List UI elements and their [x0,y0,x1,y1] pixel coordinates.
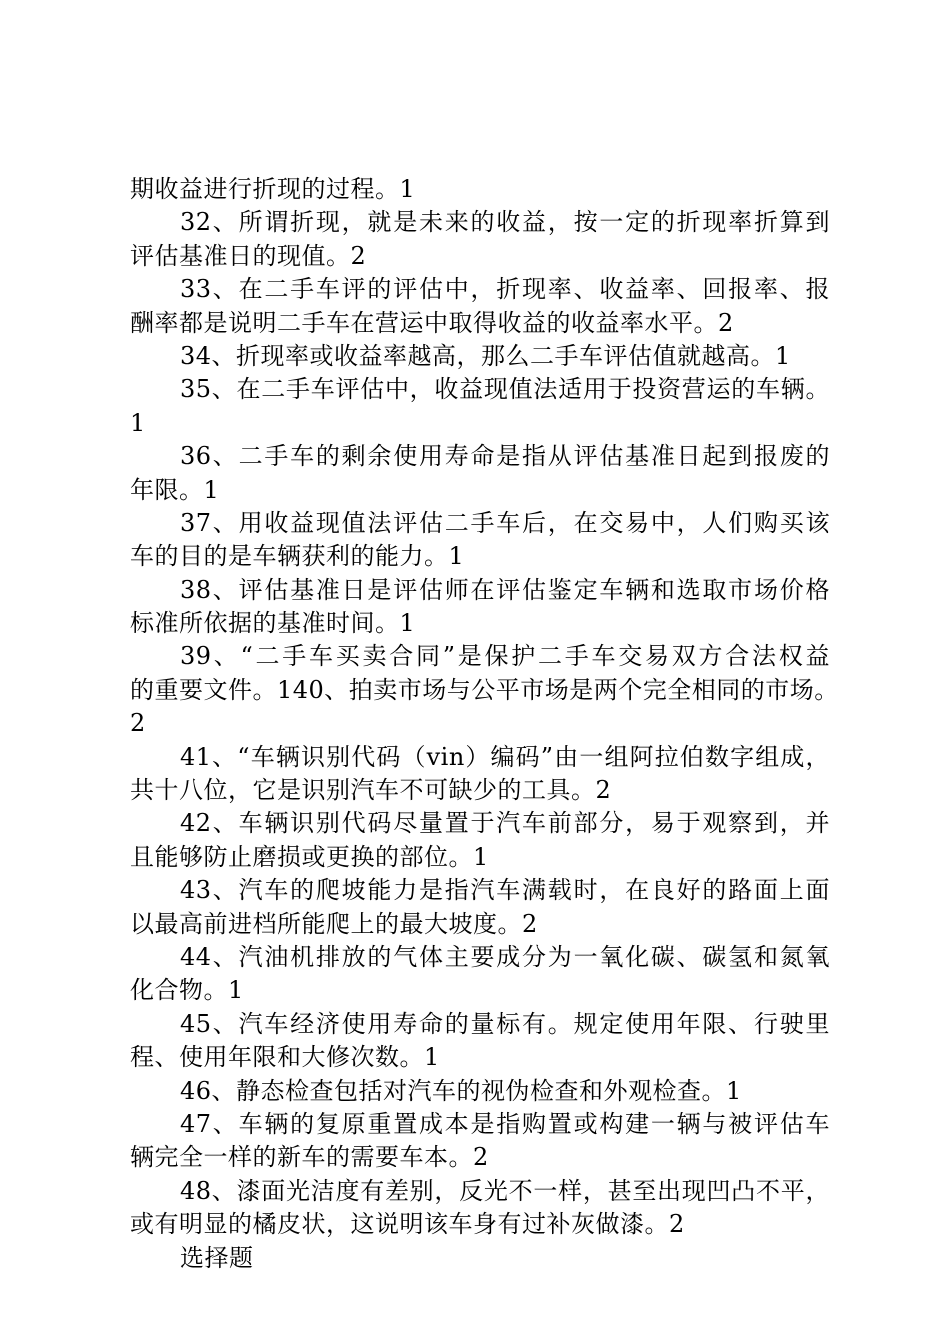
text-line: 化合物。1 [130,976,244,1005]
text-line: 36、二手车的剩余使用寿命是指从评估基准日起到报废的 [180,442,830,471]
text-line: 以最高前进档所能爬上的最大坡度。2 [130,909,538,938]
text-line: 48、漆面光洁度有差别，反光不一样，甚至出现凹凸不平， [180,1176,830,1205]
text-line: 的重要文件。140、拍卖市场与公平市场是两个完全相同的市场。 [130,675,839,704]
text-line: 34、折现率或收益率越高，那么二手车评估值就越高。1 [180,341,791,370]
text-line: 酬率都是说明二手车在营运中取得收益的收益率水平。2 [130,308,734,337]
text-line: 2 [130,709,146,738]
text-line: 或有明显的橘皮状，这说明该车身有过补灰做漆。2 [130,1210,685,1239]
text-line: 32、所谓折现，就是未来的收益，按一定的折现率折算到 [180,208,830,237]
text-line: 辆完全一样的新车的需要车本。2 [130,1143,489,1172]
text-line: 39、“二手车买卖合同”是保护二手车交易双方合法权益 [180,642,830,671]
text-line: 年限。1 [130,475,220,504]
text-line: 车的目的是车辆获利的能力。1 [130,542,465,571]
text-line: 33、在二手车评的评估中，折现率、收益率、回报率、报 [180,275,830,304]
text-line: 41、“车辆识别代码（vin）编码”由一组阿拉伯数字组成， [180,742,830,771]
text-line: 且能够防止磨损或更换的部位。1 [130,842,489,871]
text-line: 评估基准日的现值。2 [130,241,367,270]
text-line: 标准所依据的基准时间。1 [130,609,416,638]
text-line: 43、汽车的爬坡能力是指汽车满载时，在良好的路面上面 [180,876,830,905]
text-line: 42、车辆识别代码尽量置于汽车前部分，易于观察到，并 [180,809,830,838]
text-line: 共十八位，它是识别汽车不可缺少的工具。2 [130,776,612,805]
text-line: 程、使用年限和大修次数。1 [130,1043,440,1072]
text-line: 44、汽油机排放的气体主要成分为一氧化碳、碳氢和氮氧 [180,942,830,971]
document-page [130,173,839,1275]
text-line: 45、汽车经济使用寿命的量标有。规定使用年限、行驶里 [180,1009,830,1038]
text-line: 期收益进行折现的过程。1 [130,175,416,203]
text-line: 35、在二手车评估中，收益现值法适用于投资营运的车辆。 [180,375,830,404]
text-line: 1 [130,408,146,437]
text-line: 46、静态检查包括对汽车的视伪检查和外观检查。1 [180,1076,742,1105]
text-line: 47、车辆的复原重置成本是指购置或构建一辆与被评估车 [180,1109,830,1138]
text-line: 选择题 [180,1243,254,1272]
text-line: 37、用收益现值法评估二手车后，在交易中，人们购买该 [180,508,830,537]
text-line: 38、评估基准日是评估师在评估鉴定车辆和选取市场价格 [180,575,830,604]
